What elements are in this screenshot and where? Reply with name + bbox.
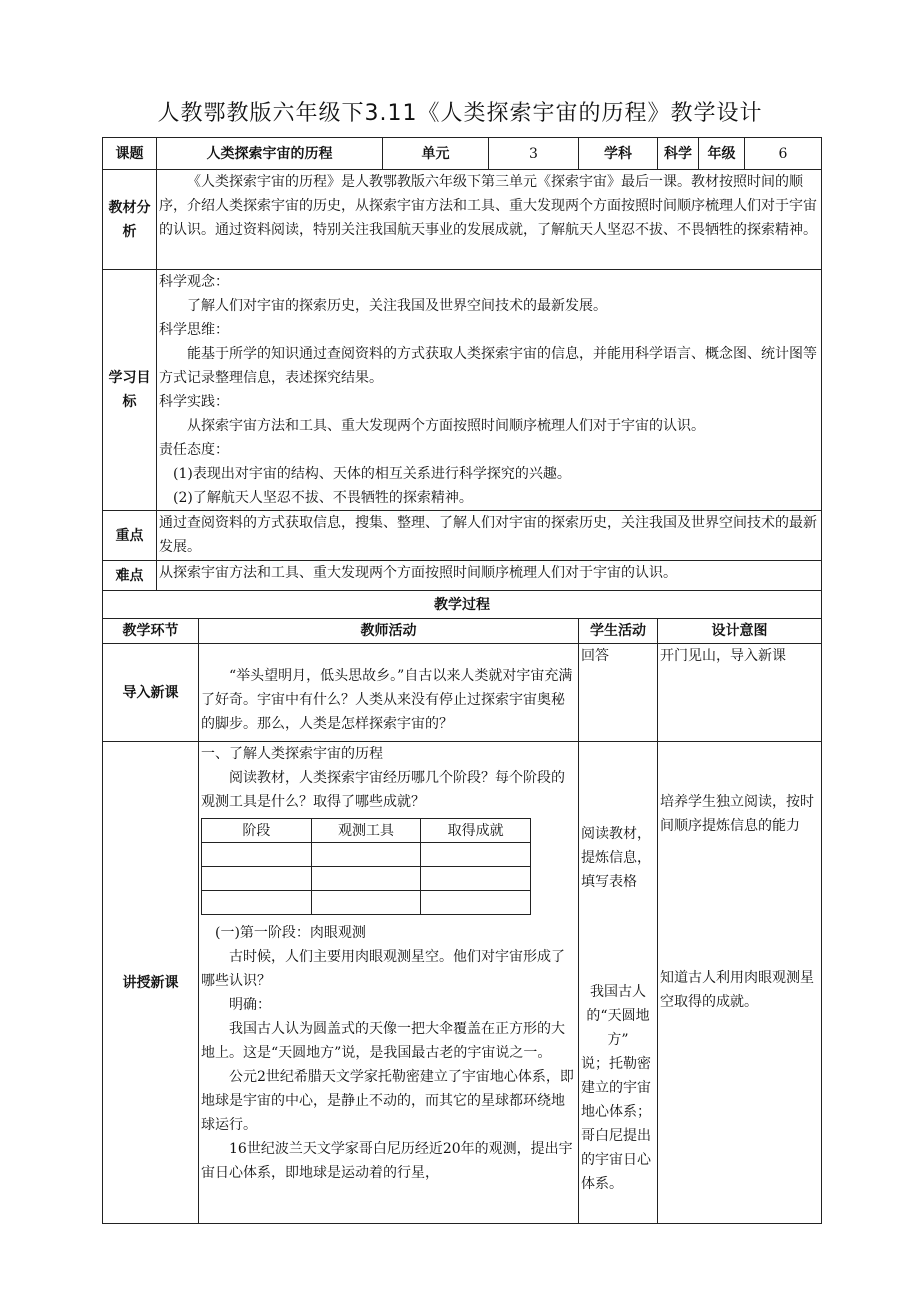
key-points-row: [103, 511, 822, 561]
stage-table-header-achievement: 取得成就: [421, 819, 531, 843]
process-title: 教学过程: [103, 591, 822, 619]
intro-student: 回答: [579, 644, 658, 742]
lecture-p5: 16世纪波兰天文学家哥白尼历经近20年的观测，提出宇宙日心体系，即地球是运动着的行星，: [201, 1141, 573, 1181]
stage-table-cell[interactable]: [421, 867, 531, 891]
thinking-heading: 科学思维：: [159, 322, 229, 338]
stage-table-cell[interactable]: [311, 891, 421, 915]
stage-table-cell[interactable]: [421, 891, 531, 915]
practice-heading: 科学实践：: [159, 394, 229, 410]
grade-value: 6: [745, 138, 822, 170]
stage-table-cell[interactable]: [311, 867, 421, 891]
goals-label: 学习目标: [103, 270, 157, 511]
thinking-text: 能基于所学的知识通过查阅资料的方式获取人类探索宇宙的信息，并能用科学语言、概念图、统计图等方式记录整理信息，表述探究结果。: [159, 346, 817, 386]
intent-1: 培养学生独立阅读，按时间顺序提炼信息的能力: [660, 794, 814, 834]
practice-text: 从探索宇宙方法和工具、重大发现两个方面按照时间顺序梳理人们对于宇宙的认识。: [187, 418, 705, 434]
difficulties-row: [103, 561, 822, 591]
unit-value: 3: [489, 138, 579, 170]
topic-value: 人类探索宇宙的历程: [157, 138, 383, 170]
intent-column-header: 设计意图: [658, 619, 822, 644]
teacher-column-header: 教师活动: [199, 619, 579, 644]
sub-heading-1: (一)第一阶段：肉眼观测: [215, 925, 366, 941]
lecture-student: [579, 742, 658, 1224]
stage-column-header: 教学环节: [103, 619, 199, 644]
lesson-plan-table: [102, 137, 822, 1224]
stage-table-header-tool: 观测工具: [311, 819, 421, 843]
lecture-p4: 公元2世纪希腊天文学家托勒密建立了宇宙地心体系，即地球是宇宙的中心，是静止不动的，而其它的星球都环绕地球运行。: [201, 1069, 574, 1133]
difficulties-text: 从探索宇宙方法和工具、重大发现两个方面按照时间顺序梳理人们对于宇宙的认识。: [157, 561, 822, 591]
key-points-text: 通过查阅资料的方式获取信息，搜集、整理、了解人们对宇宙的探索历史，关注我国及世界空间技术的最新发展。: [157, 511, 822, 561]
stage-table-header-stage: 阶段: [202, 819, 312, 843]
stage-table-cell[interactable]: [311, 843, 421, 867]
intro-teacher: “举头望明月，低头思故乡。”自古以来人类就对宇宙充满了好奇。宇宙中有什么？人类从来没有停止过探索宇宙奥秘的脚步。那么，人类是怎样探索宇宙的？: [199, 644, 579, 742]
grade-label: 年级: [699, 138, 745, 170]
student-activity-1: 阅读教材，提炼信息，填写表格: [581, 826, 651, 890]
analysis-row: [103, 170, 822, 270]
unit-label: 单元: [383, 138, 489, 170]
analysis-text: 《人类探索宇宙的历程》是人教鄂教版六年级下第三单元《探索宇宙》最后一课。教材按照时间的顺序，介绍人类探索宇宙的历史，从探索宇宙方法和工具、重大发现两个方面按照时间顺序梳理人们对于宇宙的认识。通过资料阅读，特别关注我国航天事业的发展成就，了解航天人坚忍不拔、不畏牺牲的探索精神。: [157, 170, 822, 270]
student-column-header: 学生活动: [579, 619, 658, 644]
info-row: [103, 138, 822, 170]
concept-heading: 科学观念：: [159, 274, 229, 290]
process-header-row: [103, 619, 822, 644]
lecture-stage: 讲授新课: [103, 742, 199, 1224]
lecture-p3: 我国古人认为圆盖式的天像一把大伞覆盖在正方形的大地上。这是“天圆地方”说，是我国最古老的宇宙说之一。: [201, 1021, 565, 1061]
difficulties-label: 难点: [103, 561, 157, 591]
lecture-task: 阅读教材，人类探索宇宙经历哪几个阶段？每个阶段的观测工具是什么？取得了哪些成就？: [201, 770, 565, 810]
subject-label: 学科: [579, 138, 658, 170]
attitude-item-1: (1)表现出对宇宙的结构、天体的相互关系进行科学探究的兴趣。: [173, 466, 571, 482]
lecture-intent: [658, 742, 822, 1224]
stage-table-cell[interactable]: [202, 843, 312, 867]
topic-label: 课题: [103, 138, 157, 170]
student-activity-2a: 我国古人的“天圆地方”: [586, 984, 650, 1048]
concept-text: 了解人们对宇宙的探索历史，关注我国及世界空间技术的最新发展。: [187, 298, 607, 314]
stage-table-cell[interactable]: [202, 867, 312, 891]
analysis-label: 教材分析: [103, 170, 157, 270]
lecture-heading: 一、了解人类探索宇宙的历程: [201, 746, 383, 762]
intent-2: 知道古人利用肉眼观测星空取得的成就。: [660, 970, 814, 1010]
subject-value: 科学: [658, 138, 699, 170]
lecture-p1: 古时候，人们主要用肉眼观测星空。他们对宇宙形成了哪些认识？: [201, 949, 565, 989]
lecture-row: [103, 742, 822, 1224]
intro-stage: 导入新课: [103, 644, 199, 742]
document-title: 人教鄂教版六年级下3.11《人类探索宇宙的历程》教学设计: [157, 101, 763, 126]
student-activity-2b: 说；托勒密建立的宇宙地心体系；哥白尼提出的宇宙日心体系。: [581, 1056, 651, 1192]
process-title-row: [103, 591, 822, 619]
lecture-teacher: [199, 742, 579, 1224]
intro-row: [103, 644, 822, 742]
key-points-label: 重点: [103, 511, 157, 561]
intro-intent: 开门见山，导入新课: [658, 644, 822, 742]
stage-table-cell[interactable]: [421, 843, 531, 867]
stage-table-cell[interactable]: [202, 891, 312, 915]
goals-row: [103, 270, 822, 511]
lecture-p2: 明确：: [229, 997, 271, 1013]
attitude-heading: 责任态度：: [159, 442, 229, 458]
stage-table: [201, 818, 531, 915]
attitude-item-2: (2)了解航天人坚忍不拔、不畏牺牲的探索精神。: [173, 490, 473, 506]
goals-text: [157, 270, 822, 511]
